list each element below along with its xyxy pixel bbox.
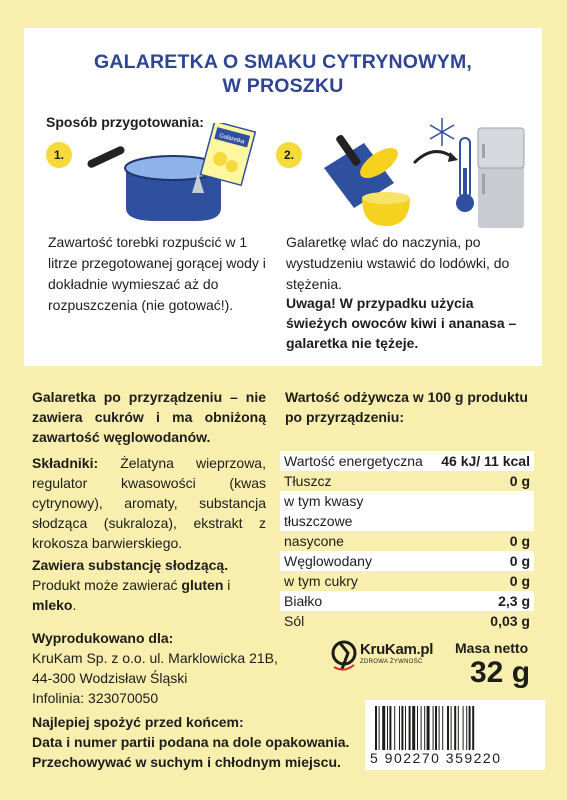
nutrition-table [280,451,534,631]
nutrient-value: 0 g [437,551,534,571]
step-2-text: Galaretkę wlać do naczynia, po wystudzeniu wstawić do lodówki, do stężenia. [286,234,510,292]
packet-label: Galaretka [218,132,246,146]
ingredients [32,453,266,553]
table-row [280,551,534,571]
thermometer-icon [456,138,474,212]
step-1-text: Zawartość torebki rozpuścić w 1 litrze przegotowanej gorącej wody i dokładnie wymieszać aż do rozpuszczenia (nie gotować!). [48,234,266,313]
pot-handle-icon [86,145,126,169]
table-row [280,471,534,491]
producer-address-1: KruKam Sp. z o.o. ul. Marklowicka 21B, [32,650,278,666]
table-row [280,531,534,551]
snowflake-icon [430,118,454,146]
nutrient-value: 46 kJ/ 11 kcal [437,451,534,471]
preparation-panel [24,28,542,366]
step-1-number: 1. [46,142,72,168]
table-row [280,611,534,631]
storage-instructions: Przechowywać w suchym i chłodnym miejscu. [32,754,341,770]
ingredients-text: Żelatyna wieprzowa, regulator kwasowości (kwas cytrynowy), aromaty, substancja słodząca (sukraloza), ekstrakt z krokosza barwierskiego. [32,455,266,551]
producer-hotline: Infolinia: 323070050 [32,690,159,706]
krukam-logo [330,637,440,677]
sweetener-warning: Zawiera substancję słodzącą. [32,557,229,573]
storage-info [32,712,352,772]
nutrient-value [437,491,534,531]
title-line-1: GALARETKA O SMAKU CYTRYNOWYM, [93,51,473,73]
net-mass-label: Masa netto [455,640,529,656]
nutrient-label: w tym cukry [284,573,358,589]
table-row [280,491,534,531]
fridge-icon [478,128,524,228]
brand-name: KruKam.pl [360,641,434,658]
nutrient-label: w tym kwasy tłuszczowe [280,491,437,531]
product-title [24,50,542,98]
barcode-digits: 5 902270 359220 [370,750,502,766]
nutrient-value: 0 g [509,473,530,489]
table-row [280,451,534,471]
producer-info [32,628,292,708]
nutrient-value: 2,3 g [437,591,534,611]
table-row [280,571,534,591]
nutrient-value: 0 g [509,573,530,589]
pot-with-packet-illustration [86,123,256,223]
allergen-text-2: i [223,577,231,593]
sugar-note: Galaretka po przyrządzeniu – nie zawiera cukrów i ma obniżoną zawartość węglowodanów. [32,389,266,445]
step-2-number: 2. [276,142,302,168]
title-line-2: W PROSZKU [222,75,344,97]
ingredients-label: Składniki: [32,455,99,471]
producer-address-2: 44-300 Wodzisław Śląski [32,670,188,686]
nutrient-label: Białko [280,591,437,611]
nutrient-label: Węglowodany [280,551,437,571]
allergen-note [32,555,272,615]
net-mass-value: 32 g [470,656,531,689]
nutrition-heading: Wartość odżywcza w 100 g produktu po przyrządzeniu: [285,389,528,425]
nutrient-label: Tłuszcz [284,473,332,489]
barcode-bars-icon [375,706,535,750]
nutrient-value: 0 g [509,533,530,549]
barcode [365,700,545,770]
producer-heading: Wyprodukowano dla: [32,630,174,646]
nutrient-label: Wartość energetyczna [280,451,437,471]
nutrient-value: 0,03 g [490,613,530,629]
table-row [280,591,534,611]
best-before-heading: Najlepiej spożyć przed końcem: [32,714,244,730]
arrow-icon [414,152,454,163]
jelly-packet-icon [201,123,256,185]
logo-mark-icon [330,637,358,673]
pour-and-fridge-illustration [314,108,534,228]
batch-info: Data i numer partii podana na dole opakowania. [32,734,350,750]
warning-text: Uwaga! W przypadku użycia świeżych owoców kiwi i ananasa – galaretka nie tężeje. [286,295,517,351]
allergen-text-3: . [72,597,77,613]
nutrient-label: Sól [284,613,305,629]
allergen-milk: mleko [32,597,73,613]
method-heading: Sposób przygotowania: [46,114,204,130]
allergen-gluten: gluten [181,577,224,593]
allergen-text-1: Produkt może zawierać [32,577,182,593]
brand-tagline: ZDROWA ŻYWNOŚĆ [360,659,423,665]
nutrient-label: nasycone [284,533,344,549]
